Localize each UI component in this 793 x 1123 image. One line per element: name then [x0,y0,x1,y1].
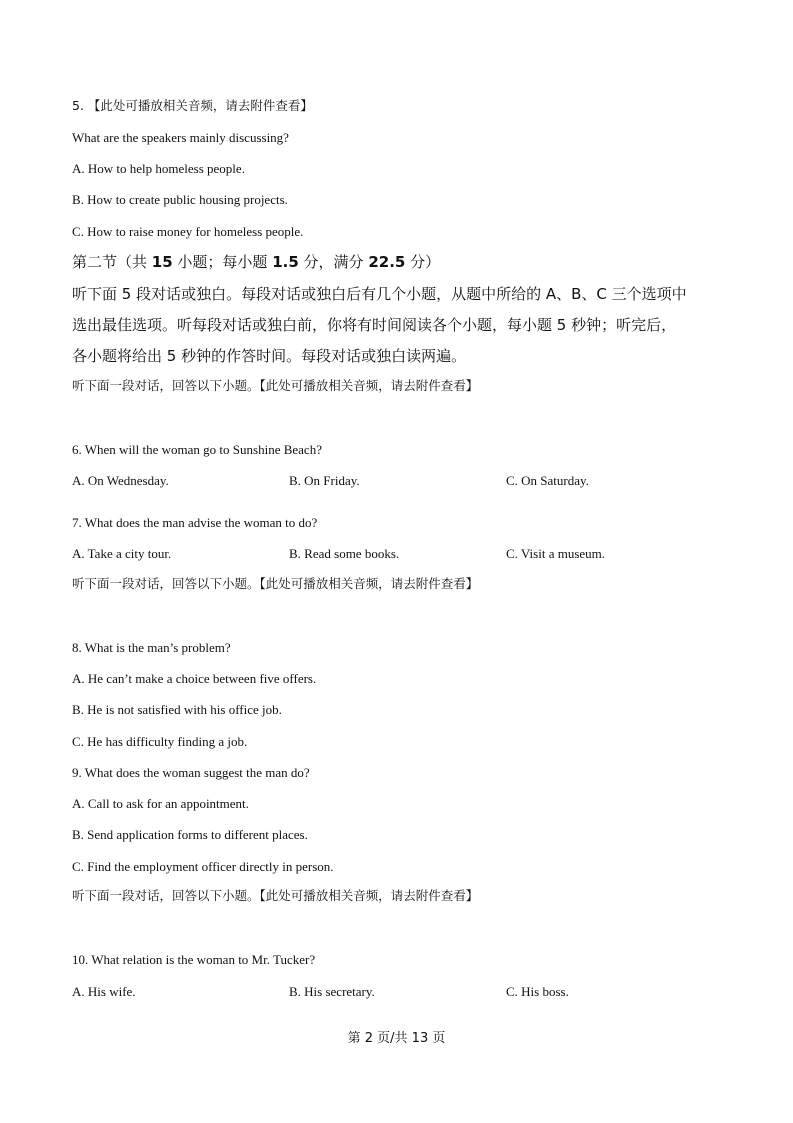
q9-question: 9. What does the woman suggest the man do? [72,765,310,780]
q10-option-b: B. His secretary. [289,984,375,999]
q5-question: What are the speakers mainly discussing? [72,130,289,145]
q7-option-b: B. Read some books. [289,546,400,561]
group3-intro: 听下面一段对话，回答以下小题。【此处可播放相关音频，请去附件查看】 [72,888,479,903]
q6-option-a: A. On Wednesday. [72,473,169,488]
q9-option-a: A. Call to ask for an appointment. [72,796,249,811]
section2-instruction-line: 听下面 5 段对话或独白。每段对话或独白后有几个小题，从题中所给的 A、B、C 三个选项中 [72,285,687,303]
q6-question: 6. When will the woman go to Sunshine Beach? [72,442,322,457]
q10-option-a: A. His wife. [72,984,136,999]
q7-question: 7. What does the man advise the woman to do? [72,515,318,530]
section2-instruction-line: 选出最佳选项。听每段对话或独白前，你将有时间阅读各个小题，每小题 5 秒钟；听完后， [72,316,677,334]
q5-option-c: C. How to raise money for homeless people. [72,224,304,239]
q6-option-b: B. On Friday. [289,473,360,488]
q10-question: 10. What relation is the woman to Mr. Tucker? [72,952,316,967]
q5-option-b: B. How to create public housing projects. [72,192,288,207]
q8-option-c: C. He has difficulty finding a job. [72,734,248,749]
q8-option-a: A. He can’t make a choice between five offers. [72,671,317,686]
q5-audio-note: 5. 【此处可播放相关音频，请去附件查看】 [72,98,313,113]
section2-instruction-line: 各小题将给出 5 秒钟的作答时间。每段对话或独白读两遍。 [72,347,467,365]
q8-option-b: B. He is not satisfied with his office job. [72,702,282,717]
q10-option-c: C. His boss. [506,984,569,999]
q8-question: 8. What is the man’s problem? [72,640,231,655]
group2-intro: 听下面一段对话，回答以下小题。【此处可播放相关音频，请去附件查看】 [72,576,479,591]
q9-option-c: C. Find the employment officer directly in person. [72,859,334,874]
page-number-footer: 第 2 页/共 13 页 [347,1031,446,1046]
group1-intro: 听下面一段对话，回答以下小题。【此处可播放相关音频，请去附件查看】 [72,378,479,393]
q9-option-b: B. Send application forms to different places. [72,827,308,842]
section2-title: 第二节（共 15 小题；每小题 1.5 分，满分 22.5 分） [72,253,441,271]
q7-option-a: A. Take a city tour. [72,546,172,561]
q5-option-a: A. How to help homeless people. [72,161,245,176]
q7-option-c: C. Visit a museum. [506,546,606,561]
q6-option-c: C. On Saturday. [506,473,589,488]
